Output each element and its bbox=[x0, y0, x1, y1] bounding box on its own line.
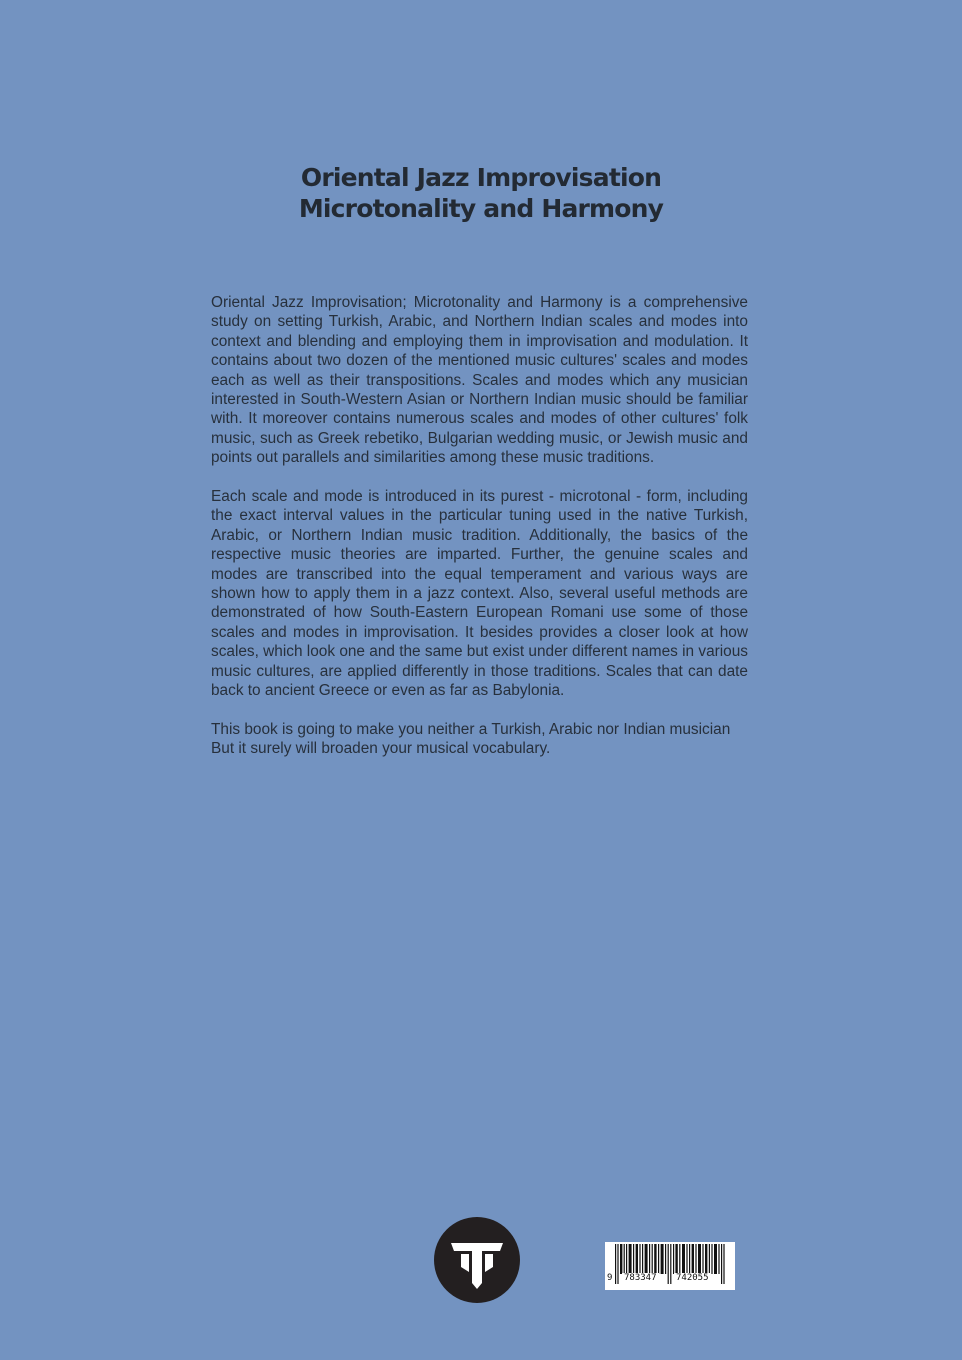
blurb-line-3b: But it surely will broaden your musical vocabulary. bbox=[211, 740, 551, 758]
blurb-paragraph-1: Oriental Jazz Improvisation; Microtonality and Harmony is a comprehensive study on setting Turkish, Arabic, and Northern Indian scales and modes into context and blending and employing them in improvisation and modulation. It contains about two dozen of the mentioned music cultures' scales and modes each as well as their transpositions. Scales and modes which any musician interested in South-Western Asian or Northern Indian music should be familiar with. It moreover contains numerous scales and modes of other cultures' folk music, such as Greek rebetiko, Bulgarian wedding music, or Jewish music and points out parallels and similarities among these music traditions. bbox=[211, 294, 748, 467]
back-cover-blurb bbox=[211, 293, 748, 778]
publisher-logo-glyph bbox=[434, 1217, 520, 1303]
book-title bbox=[0, 162, 962, 224]
barcode-digits-left: 783347 bbox=[624, 1273, 657, 1283]
publisher-logo-icon bbox=[434, 1217, 520, 1303]
title-line-1: Oriental Jazz Improvisation bbox=[300, 163, 662, 192]
blurb-line-3a: This book is going to make you neither a Turkish, Arabic nor Indian musician bbox=[211, 720, 731, 738]
blurb-paragraph-3 bbox=[211, 720, 748, 759]
barcode-digits-right: 742055 bbox=[676, 1273, 709, 1283]
isbn-barcode bbox=[605, 1242, 735, 1290]
blurb-paragraph-2: Each scale and mode is introduced in its purest - microtonal - form, including the exact interval values in the particular tuning used in the native Turkish, Arabic, or Northern Indian music tradition. Additionally, the basics of the respective music theories are imparted. Further, the genuine scales and modes are transcribed into the equal temperament and various ways are shown how to apply them in a jazz context. Also, several useful methods are demonstrated of how South-Eastern European Romani use some of those scales and modes in improvisation. It besides provides a closer look at how scales, which look one and the same but exist under different names in various music cultures, are applied differently in those traditions. Scales that can date back to ancient Greece or even as far as Babylonia. bbox=[211, 488, 748, 700]
title-line-2: Microtonality and Harmony bbox=[298, 194, 664, 223]
barcode-digit-first: 9 bbox=[607, 1273, 613, 1283]
